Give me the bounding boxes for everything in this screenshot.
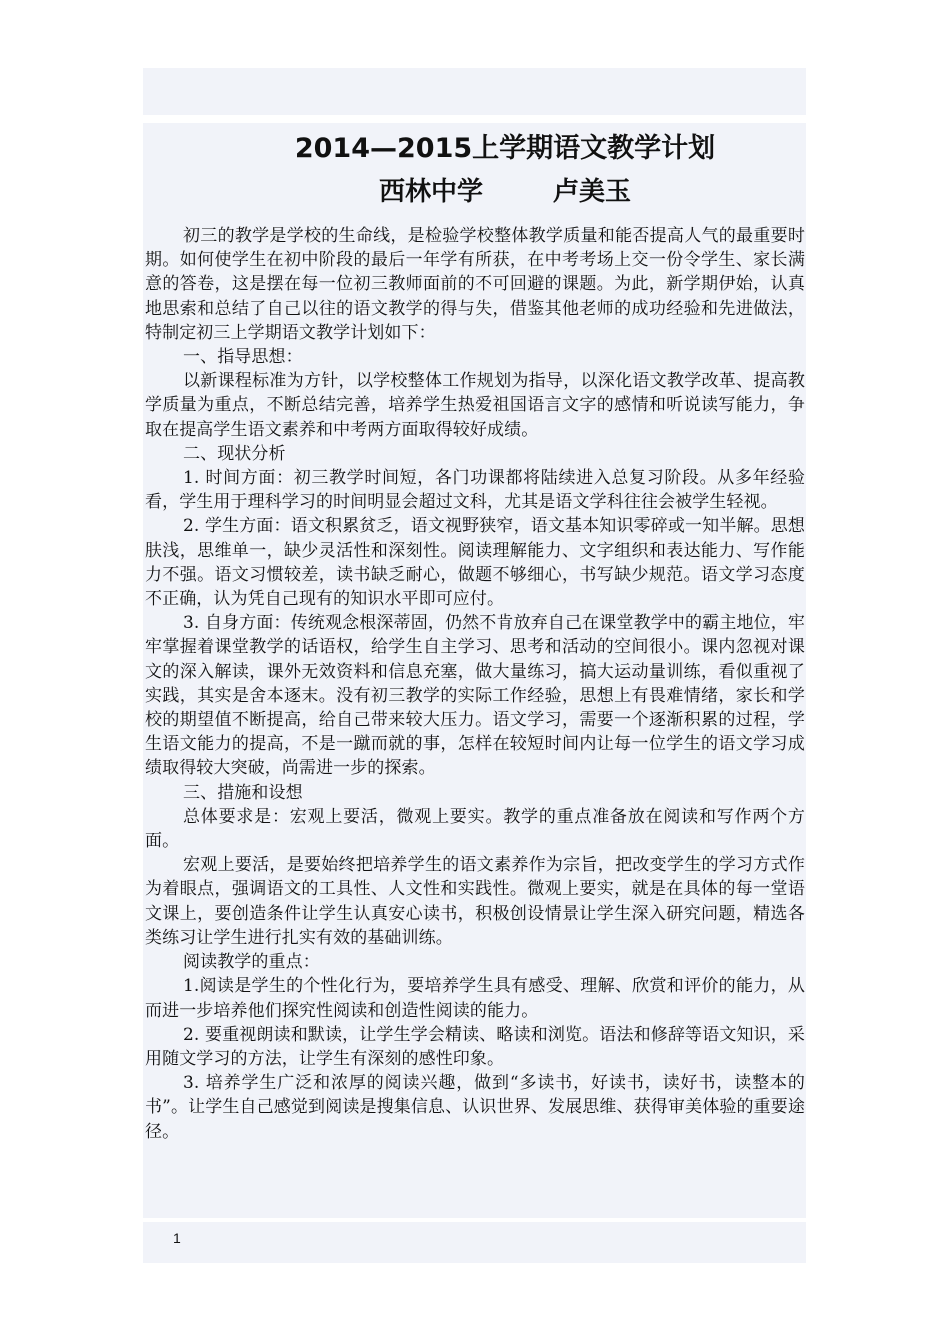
school-name: 西林中学	[378, 177, 483, 207]
section-heading: 二、现状分析	[183, 443, 286, 464]
paragraph: 3. 培养学生广泛和浓厚的阅读兴趣，做到“多读书，好读书，读好书，读整本的书”。让学生自己感觉到阅读是搜集信息、认识世界、发展思维、获得审美体验的重要途径。	[145, 1073, 805, 1142]
document-body	[145, 128, 805, 1144]
page-number: 1	[173, 1230, 181, 1246]
paragraph: 宏观上要活，是要始终把培养学生的语文素养作为宗旨，把改变学生的学习方式作为着眼点，强调语文的工具性、人文性和实践性。微观上要实，就是在具体的每一堂语文课上，要创造条件让学生认真安心读书，积极创设情景让学生深入研究问题，精选各类练习让学生进行扎实有效的基础训练。	[145, 855, 805, 948]
document-title: 2014—2015上学期语文教学计划	[294, 133, 716, 164]
byline	[145, 170, 805, 224]
paragraph: 1.阅读是学生的个性化行为，要培养学生具有感受、理解、欣赏和评价的能力，从而进一步培养他们探究性阅读和创造性阅读的能力。	[145, 976, 805, 1021]
page-header-band	[143, 68, 806, 115]
section-heading: 三、措施和设想	[183, 782, 303, 803]
paragraph: 2. 学生方面：语文积累贫乏，语文视野狭窄，语文基本知识零碎或一知半解。思想肤浅，思维单一，缺少灵活性和深刻性。阅读理解能力、文字组织和表达能力、写作能力不强。语文习惯较差，读书缺乏耐心，做题不够细心，书写缺少规范。语文学习态度不正确，认为凭自己现有的知识水平即可应付。	[145, 516, 805, 610]
paragraph: 总体要求是：宏观上要活，微观上要实。教学的重点准备放在阅读和写作两个方面。	[145, 806, 805, 852]
paragraph: 初三的教学是学校的生命线，是检验学校整体教学质量和能否提高人气的最重要时期。如何使学生在初中阶段的最后一年学有所获，在中考考场上交一份令学生、家长满意的答卷，这是摆在每一位初三教师面前的不可回避的课题。为此，新学期伊始，认真地思索和总结了自己以往的语文教学的得与失，借鉴其他老师的成功经验和先进做法，特制定初三上学期语文教学计划如下：	[145, 226, 805, 343]
author-name: 卢美玉	[553, 177, 632, 207]
page-footer-band	[143, 1222, 806, 1263]
paragraph: 3. 自身方面：传统观念根深蒂固，仍然不肯放弃自己在课堂教学中的霸主地位，牢牢掌握着课堂教学的话语权，给学生自主学习、思考和活动的空间很小。课内忽视对课文的深入解读，课外无效资料和信息充塞，做大量练习，搞大运动量训练，看似重视了实践，其实是舍本逐末。没有初三教学的实际工作经验，思想上有畏难情绪，家长和学校的期望值不断提高，给自己带来较大压力。语文学习，需要一个逐渐积累的过程，学生语文能力的提高，不是一蹴而就的事，怎样在较短时间内让每一位学生的语文学习成绩取得较大突破，尚需进一步的探索。	[145, 613, 805, 779]
paragraph: 1. 时间方面：初三教学时间短，各门功课都将陆续进入总复习阶段。从多年经验看，学生用于理科学习的时间明显会超过文科，尤其是语文学科往往会被学生轻视。	[145, 468, 805, 513]
section-heading: 一、指导思想：	[183, 347, 303, 368]
paragraph: 2. 要重视朗读和默读，让学生学会精读、略读和浏览。语法和修辞等语文知识，采用随文学习的方法，让学生有深刻的感性印象。	[145, 1024, 805, 1069]
paragraph: 以新课程标准为方针，以学校整体工作规划为指导，以深化语文教学改革、提高教学质量为重点，不断总结完善，培养学生热爱祖国语言文字的感情和听说读写能力，争取在提高学生语文素养和中考两方面取得较好成绩。	[145, 371, 805, 440]
sub-heading: 阅读教学的重点：	[183, 952, 320, 973]
